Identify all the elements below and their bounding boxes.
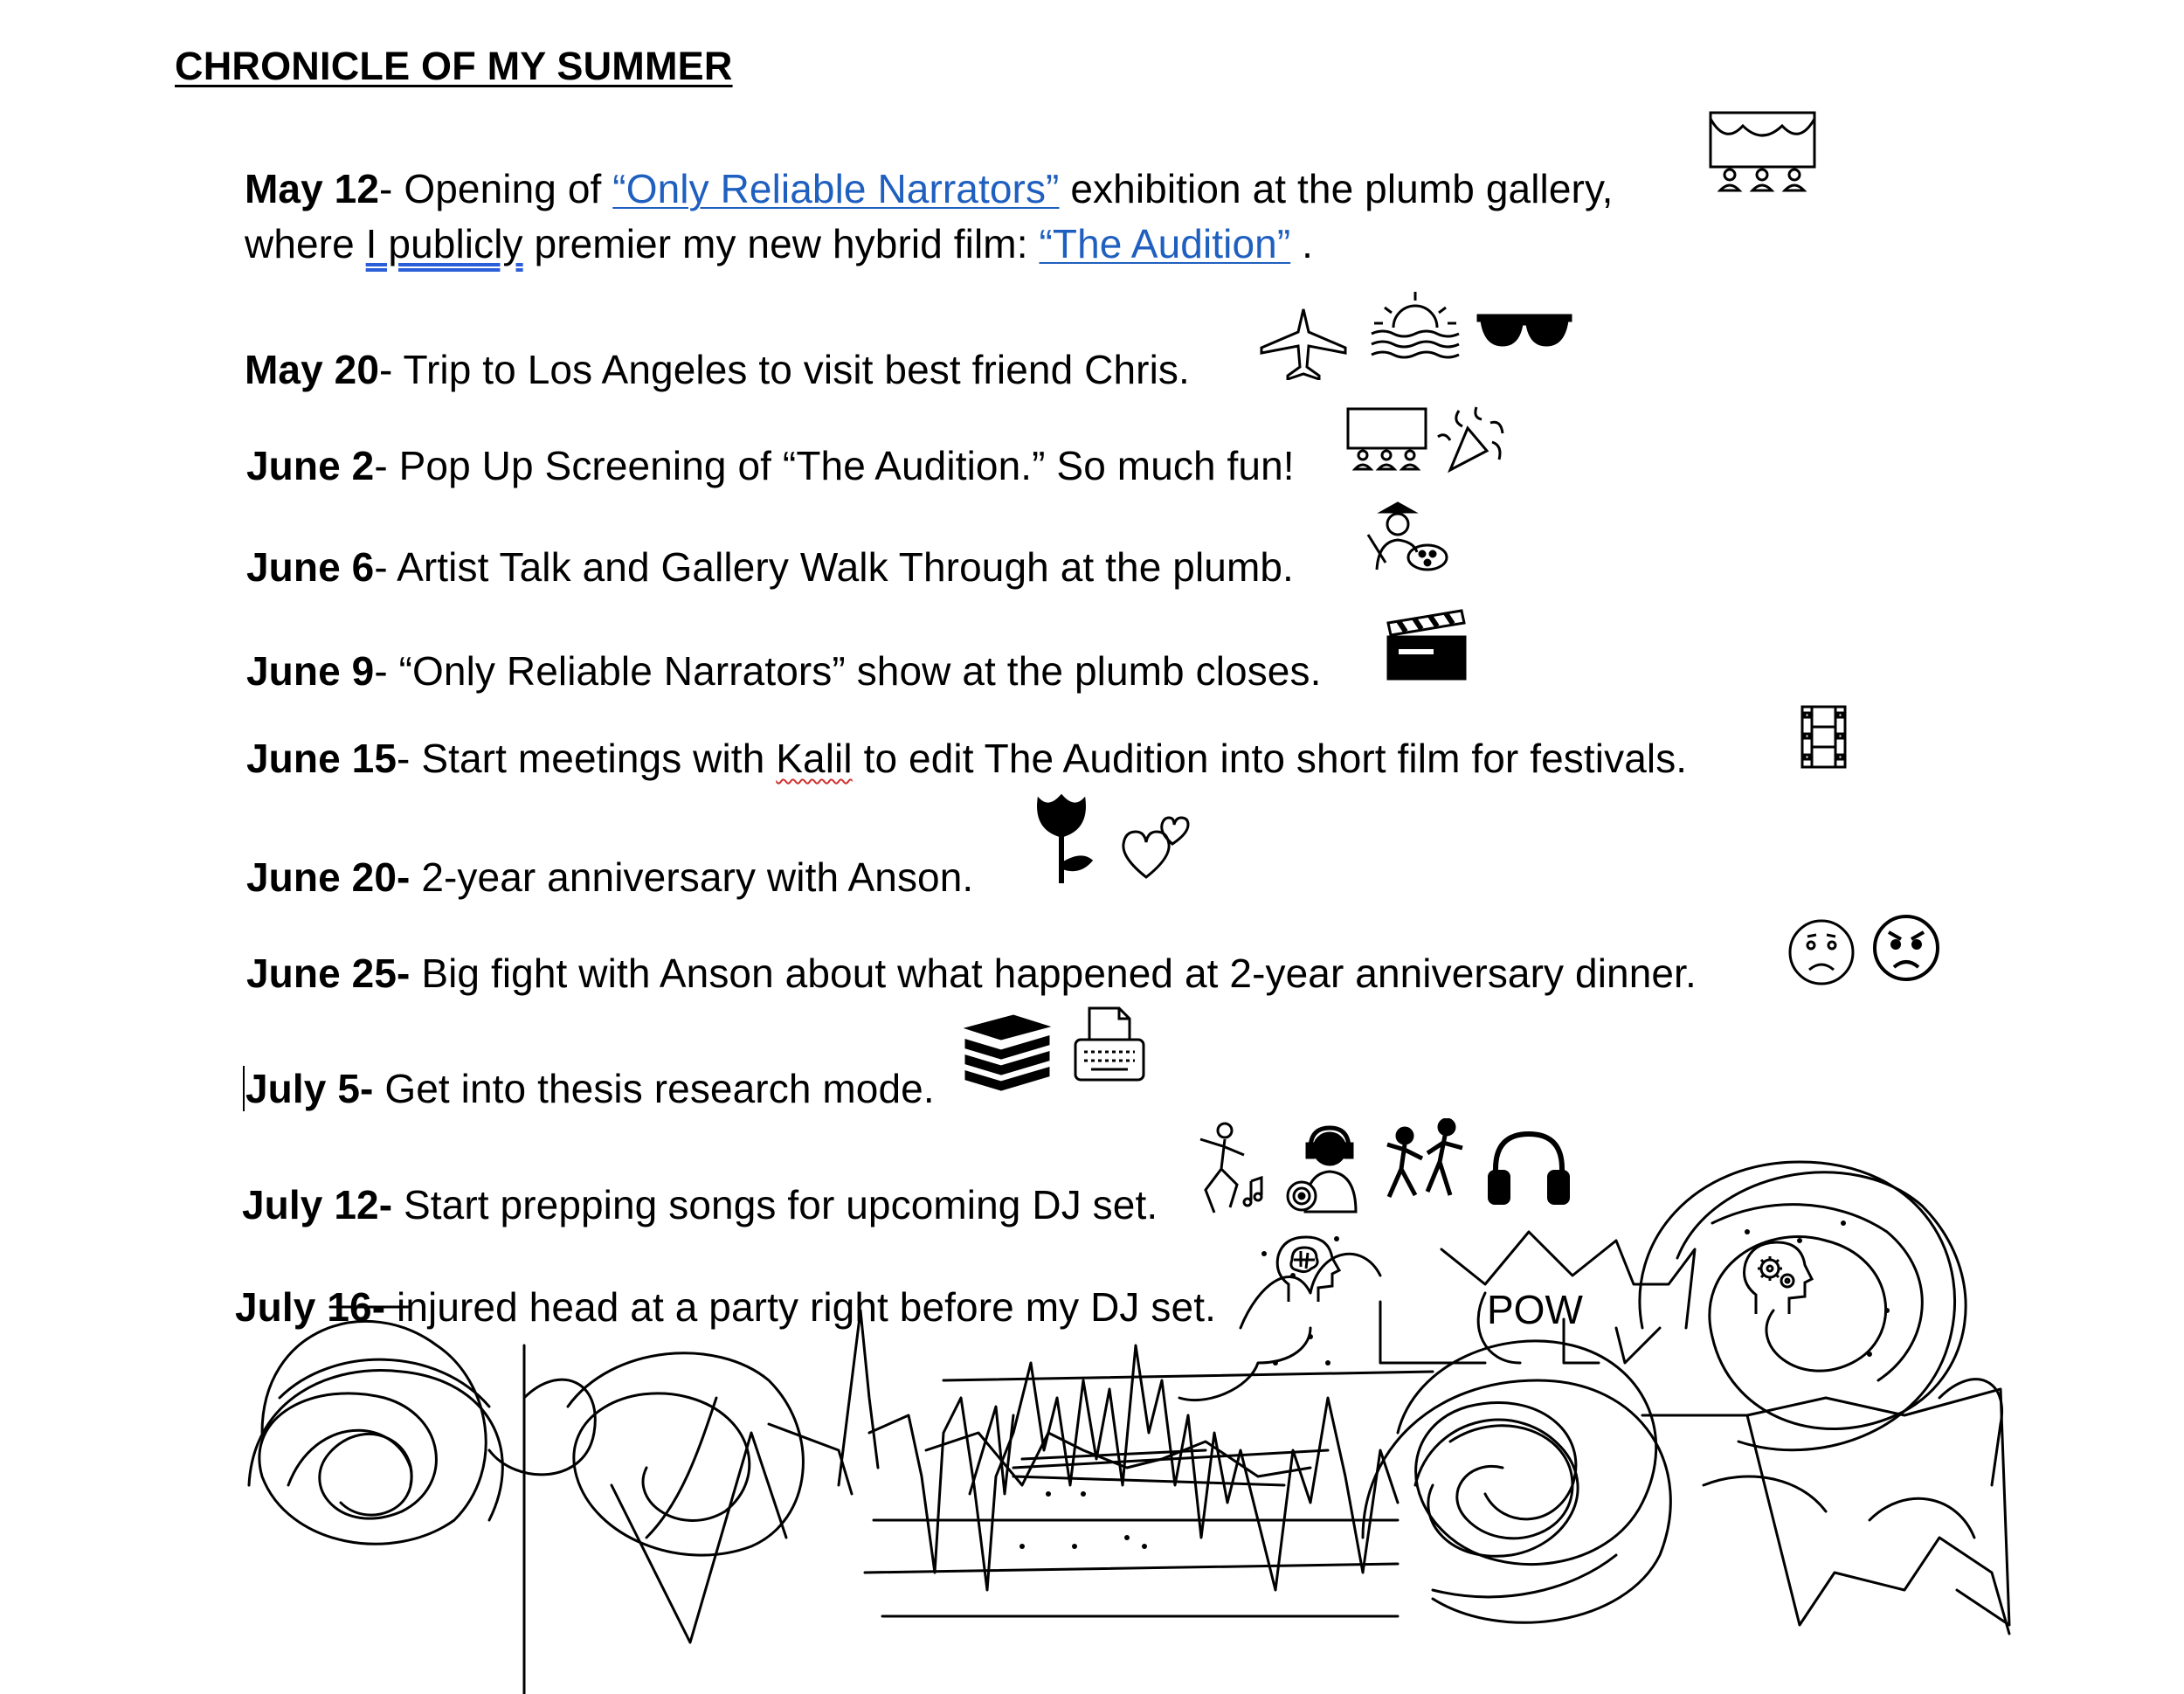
entry-july-12	[242, 1178, 1158, 1233]
entry-text: Start prepping songs for upcoming DJ set.	[392, 1182, 1158, 1227]
page-title: CHRONICLE OF MY SUMMER	[175, 44, 733, 88]
hearts-icon	[1118, 812, 1192, 882]
dancer-icon	[1188, 1120, 1271, 1216]
dj-icon	[1284, 1123, 1363, 1214]
entry-date: June 2	[246, 443, 375, 488]
entry-date: July 12-	[242, 1182, 393, 1227]
screening-audience-icon	[1345, 406, 1428, 472]
dancing-couple-icon	[1382, 1118, 1469, 1201]
entry-text: Big fight with Anson about what happened at 2-year anniversary dinner.	[410, 951, 1697, 996]
entry-text: .	[1290, 221, 1314, 266]
books-stack-icon	[961, 1009, 1053, 1092]
entry-text: injured head at a party right before my DJ set.	[385, 1284, 1216, 1330]
entry-may-12-line-2	[245, 217, 1313, 272]
entry-text: - Start meetings with	[397, 736, 777, 781]
exhibition-link[interactable]: “Only Reliable Narrators”	[612, 166, 1060, 211]
entry-text: to edit The Audition into short film for festivals.	[852, 736, 1688, 781]
entry-june-20	[246, 850, 973, 905]
entry-date: June 6	[246, 544, 375, 590]
entry-date: June 15	[246, 736, 397, 781]
entry-june-25	[246, 946, 1697, 1001]
headphones-icon	[1485, 1127, 1572, 1206]
spelling-flag-text[interactable]: Kalil	[776, 736, 853, 781]
entry-june-6	[246, 540, 1294, 595]
theater-audience-icon	[1708, 110, 1817, 193]
grammar-flag-text[interactable]: I publicly	[365, 221, 523, 266]
entry-july-16	[235, 1280, 1216, 1335]
text-cursor	[243, 1066, 245, 1111]
entry-text: exhibition at the plumb gallery,	[1059, 166, 1614, 211]
entry-date: June 9	[246, 648, 375, 694]
entry-text: premier my new hybrid film:	[522, 221, 1040, 266]
entry-june-15	[246, 731, 1687, 786]
typewriter-icon	[1070, 1005, 1149, 1083]
film-strip-icon	[1800, 704, 1848, 770]
sunglasses-icon	[1476, 310, 1572, 349]
entry-text: - “Only Reliable Narrators” show at the plumb closes.	[374, 648, 1322, 694]
sunset-water-icon	[1367, 288, 1463, 363]
party-popper-icon	[1433, 402, 1507, 476]
artist-painter-icon	[1365, 500, 1452, 574]
entry-july-5	[243, 1061, 935, 1117]
entry-june-9	[246, 644, 1321, 699]
airplane-icon	[1258, 306, 1350, 380]
entry-date: May 12	[245, 166, 380, 211]
angry-face-icon	[1871, 913, 1941, 983]
entry-text: - Trip to Los Angeles to visit best friend Chris.	[379, 347, 1190, 392]
entry-june-2	[246, 439, 1295, 494]
sad-face-icon	[1787, 917, 1856, 987]
head-brain-icon	[1271, 1232, 1345, 1306]
head-gears-icon	[1738, 1239, 1817, 1317]
clapperboard-icon	[1385, 607, 1468, 681]
film-link[interactable]: “The Audition”	[1039, 221, 1291, 266]
pow-text: POW	[1487, 1287, 1583, 1332]
entry-may-12	[245, 162, 1614, 217]
entry-text: 2-year anniversary with Anson.	[410, 854, 974, 900]
entry-text: where	[245, 221, 366, 266]
entry-may-20	[245, 342, 1190, 398]
entry-text: - Pop Up Screening of “The Audition.” So much fun!	[374, 443, 1295, 488]
entry-date: June 20-	[246, 854, 411, 900]
entry-date: July 5-	[245, 1066, 374, 1111]
entry-text: Get into thesis research mode.	[373, 1066, 935, 1111]
rose-icon	[1026, 791, 1096, 887]
entry-text: - Opening of	[379, 166, 613, 211]
entry-text: - Artist Talk and Gallery Walk Through at the plumb.	[374, 544, 1294, 590]
entry-date: May 20	[245, 347, 380, 392]
entry-date: July 16-	[235, 1284, 386, 1330]
entry-date: June 25-	[246, 951, 411, 996]
